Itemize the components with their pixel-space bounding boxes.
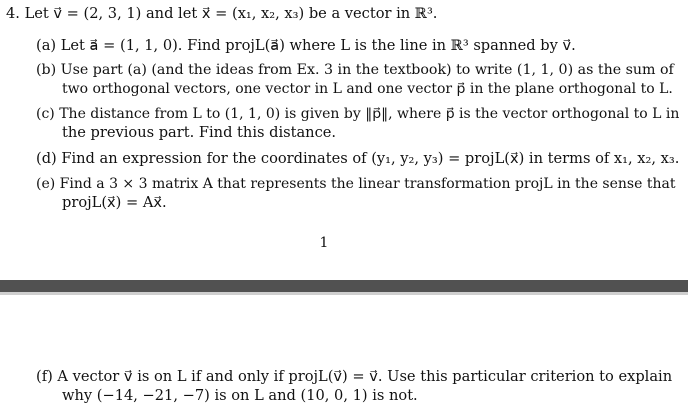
part-b-line-1: (b) Use part (a) (and the ideas from Ex. 3 in the textbook) to write (1, 1, 0) as the sum of [36, 62, 674, 78]
part-c-line-2: the previous part. Find this distance. [62, 124, 337, 141]
part-c-line-1: (c) The distance from L to (1, 1, 0) is given by ‖p⃗‖, where p⃗ is the vector orthogonal to L in [36, 106, 680, 122]
page-separator [0, 280, 688, 292]
page-number: 1 [319, 235, 329, 251]
page-separator-highlight [0, 292, 688, 295]
part-e-line-1: (e) Find a 3 × 3 matrix A that represents the linear transformation projL in the sense that [36, 176, 676, 192]
part-f-line-2: why (−14, −21, −7) is on L and (10, 0, 1) is not. [62, 387, 418, 404]
problem-intro: 4. Let v⃗ = (2, 3, 1) and let x⃗ = (x₁, x₂, x₃) be a vector in ℝ³. [6, 5, 438, 22]
part-e-line-2: projL(x⃗) = Ax⃗. [62, 194, 167, 211]
part-d: (d) Find an expression for the coordinates of (y₁, y₂, y₃) = projL(x⃗) in terms of x₁, x₂, x₃. [36, 150, 680, 167]
part-a: (a) Let a⃗ = (1, 1, 0). Find projL(a⃗) where L is the line in ℝ³ spanned by v⃗. [36, 37, 576, 54]
part-b-line-2: two orthogonal vectors, one vector in L and one vector p⃗ in the plane orthogonal to L. [62, 81, 673, 97]
part-f-line-1: (f) A vector v⃗ is on L if and only if projL(v⃗) = v⃗. Use this particular criterion to explain [36, 368, 673, 385]
